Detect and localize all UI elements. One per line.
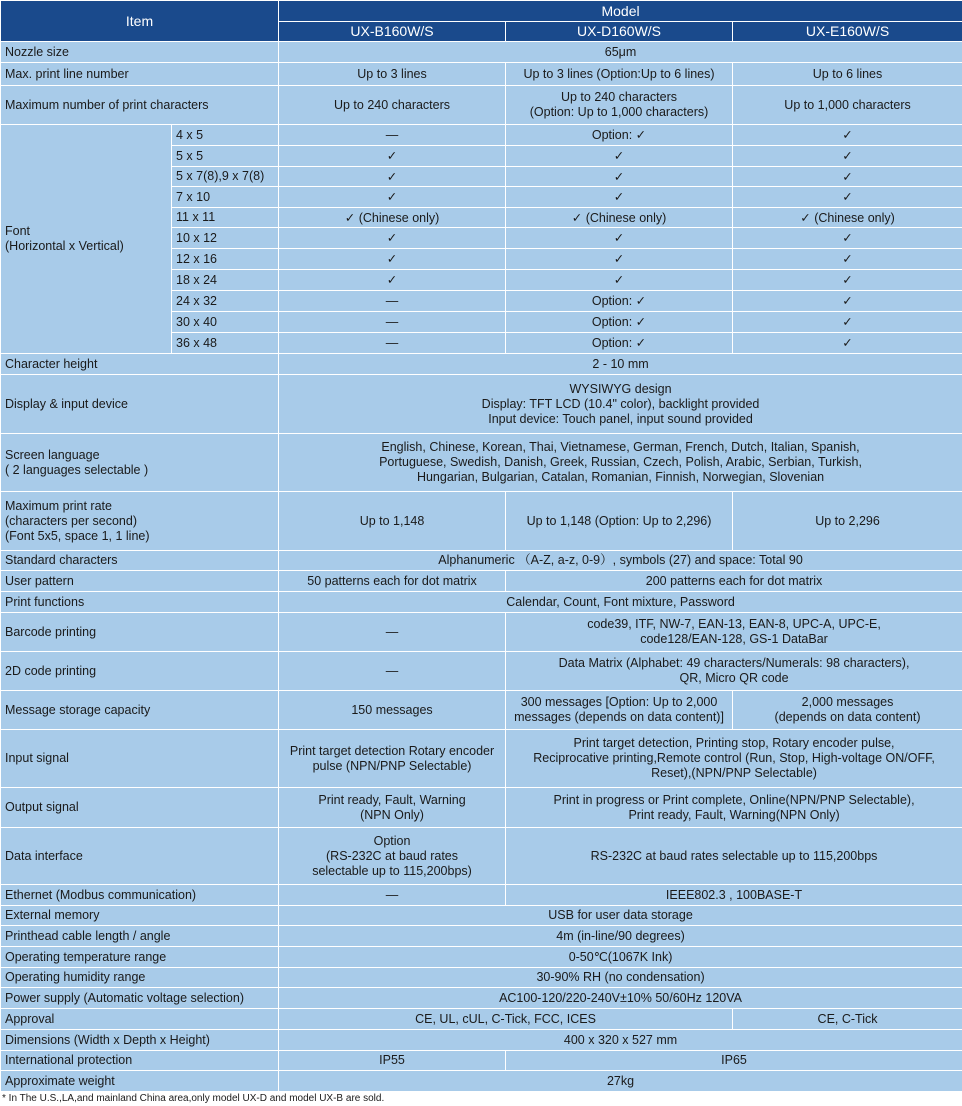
font-e <box>733 333 962 354</box>
value-storage-b: 150 messages <box>279 691 506 730</box>
value-input-de: Print target detection, Printing stop, Rotary encoder pulse, Reciprocative printing,Remote control (Run, Stop, High-voltage ON/OFF, Reset),(NPN/PNP Selectable) <box>506 730 962 788</box>
font-size: 4 x 5 <box>172 125 279 146</box>
model-b-header: UX-B160W/S <box>279 22 506 42</box>
value-cable: 4m (in-line/90 degrees) <box>279 926 962 947</box>
check-icon: ✓ <box>614 148 624 163</box>
row-nozzle <box>1 42 962 63</box>
check-icon: ✓ <box>345 210 355 225</box>
check-icon: ✓ <box>842 230 852 245</box>
font-e <box>733 312 962 333</box>
value-lines-b: Up to 3 lines <box>279 63 506 86</box>
value-maxchars-e: Up to 1,000 characters <box>733 86 962 125</box>
check-icon: ✓ <box>387 251 397 266</box>
check-icon: ✓ <box>636 127 646 142</box>
font-b: — <box>279 333 506 354</box>
row-power <box>1 988 962 1009</box>
row-maxchars <box>1 86 962 125</box>
row-stdchars <box>1 551 962 571</box>
label-display: Display & input device <box>1 375 279 434</box>
value-lines-e: Up to 6 lines <box>733 63 962 86</box>
font-d <box>506 228 733 249</box>
check-icon: ✓ <box>614 230 624 245</box>
label-barcode: Barcode printing <box>1 613 279 652</box>
value-stdchars: Alphanumeric （A-Z, a-z, 0-9）, symbols (27) and space: Total 90 <box>279 551 962 571</box>
value-rate-d: Up to 1,148 (Option: Up to 2,296) <box>506 492 733 551</box>
row-output <box>1 788 962 828</box>
value-code2d-de: Data Matrix (Alphabet: 49 characters/Numerals: 98 characters), QR, Micro QR code <box>506 652 962 691</box>
font-size: 11 x 11 <box>172 208 279 228</box>
font-d <box>506 167 733 187</box>
label-output: Output signal <box>1 788 279 828</box>
value-storage-e: 2,000 messages (depends on data content) <box>733 691 962 730</box>
check-icon: ✓ <box>572 210 582 225</box>
row-memory <box>1 906 962 926</box>
footnote: * In The U.S.,LA,and mainland China area,only model UX-D and model UX-B are sold. <box>0 1092 962 1106</box>
font-e <box>733 270 962 291</box>
font-b <box>279 146 506 167</box>
value-barcode-b: — <box>279 613 506 652</box>
font-size: 18 x 24 <box>172 270 279 291</box>
row-display <box>1 375 962 434</box>
label-stdchars: Standard characters <box>1 551 279 571</box>
value-code2d-b: — <box>279 652 506 691</box>
value-rate-b: Up to 1,148 <box>279 492 506 551</box>
font-b <box>279 249 506 270</box>
value-approval-e: CE, C-Tick <box>733 1009 962 1030</box>
value-protection-de: IP65 <box>506 1051 962 1071</box>
font-size: 5 x 5 <box>172 146 279 167</box>
value-output-b: Print ready, Fault, Warning (NPN Only) <box>279 788 506 828</box>
value-display: WYSIWYG design Display: TFT LCD (10.4" color), backlight provided Input device: Touch panel, input sound provided <box>279 375 962 434</box>
model-header: Model <box>279 1 962 22</box>
label-dimensions: Dimensions (Width x Depth x Height) <box>1 1030 279 1051</box>
font-d: Option: ✓ <box>506 291 733 312</box>
font-b: — <box>279 291 506 312</box>
model-d-header: UX-D160W/S <box>506 22 733 42</box>
label-cable: Printhead cable length / angle <box>1 926 279 947</box>
label-font: Font (Horizontal x Vertical) <box>1 125 172 354</box>
font-b: — <box>279 312 506 333</box>
check-icon: ✓ <box>842 314 852 329</box>
row-dimensions <box>1 1030 962 1051</box>
row-language <box>1 434 962 492</box>
label-protection: International protection <box>1 1051 279 1071</box>
label-humidity: Operating humidity range <box>1 968 279 988</box>
value-power: AC100-120/220-240V±10% 50/60Hz 120VA <box>279 988 962 1009</box>
label-printfunc: Print functions <box>1 592 279 613</box>
value-maxchars-b: Up to 240 characters <box>279 86 506 125</box>
row-barcode <box>1 613 962 652</box>
value-ethernet-b: — <box>279 885 506 906</box>
label-storage: Message storage capacity <box>1 691 279 730</box>
font-e <box>733 249 962 270</box>
font-size: 10 x 12 <box>172 228 279 249</box>
font-d <box>506 146 733 167</box>
label-charheight: Character height <box>1 354 279 375</box>
label-language: Screen language ( 2 languages selectable ) <box>1 434 279 492</box>
font-e <box>733 187 962 208</box>
check-icon: ✓ <box>387 148 397 163</box>
label-input: Input signal <box>1 730 279 788</box>
value-interface-b: Option (RS-232C at baud rates selectable up to 115,200bps) <box>279 828 506 885</box>
value-humidity: 30-90% RH (no condensation) <box>279 968 962 988</box>
font-size: 30 x 40 <box>172 312 279 333</box>
font-d <box>506 270 733 291</box>
font-e <box>733 228 962 249</box>
label-ethernet: Ethernet (Modbus communication) <box>1 885 279 906</box>
row-humidity <box>1 968 962 988</box>
label-maxchars: Maximum number of print characters <box>1 86 279 125</box>
check-icon: ✓ <box>387 189 397 204</box>
row-protection <box>1 1051 962 1071</box>
row-font-0 <box>1 125 962 146</box>
check-icon: ✓ <box>842 293 852 308</box>
row-temp <box>1 947 962 968</box>
row-printfunc <box>1 592 962 613</box>
font-e <box>733 167 962 187</box>
value-storage-d: 300 messages [Option: Up to 2,000 messages (depends on data content)] <box>506 691 733 730</box>
font-d <box>506 187 733 208</box>
check-icon: ✓ <box>842 189 852 204</box>
check-icon: ✓ <box>614 272 624 287</box>
label-code2d: 2D code printing <box>1 652 279 691</box>
value-dimensions: 400 x 320 x 527 mm <box>279 1030 962 1051</box>
label-interface: Data interface <box>1 828 279 885</box>
check-icon: ✓ <box>614 189 624 204</box>
font-d: Option: ✓ <box>506 125 733 146</box>
value-barcode-de: code39, ITF, NW-7, EAN-13, EAN-8, UPC-A, UPC-E, code128/EAN-128, GS-1 DataBar <box>506 613 962 652</box>
font-b: ✓ (Chinese only) <box>279 208 506 228</box>
value-userpattern-de: 200 patterns each for dot matrix <box>506 571 962 592</box>
font-size: 36 x 48 <box>172 333 279 354</box>
font-size: 5 x 7(8),9 x 7(8) <box>172 167 279 187</box>
font-d: ✓ (Chinese only) <box>506 208 733 228</box>
item-header: Item <box>1 1 279 42</box>
check-icon: ✓ <box>387 272 397 287</box>
value-output-de: Print in progress or Print complete, Online(NPN/PNP Selectable), Print ready, Fault, Warning(NPN Only) <box>506 788 962 828</box>
label-nozzle: Nozzle size <box>1 42 279 63</box>
value-ethernet-de: IEEE802.3 , 100BASE-T <box>506 885 962 906</box>
label-power: Power supply (Automatic voltage selection) <box>1 988 279 1009</box>
row-interface <box>1 828 962 885</box>
check-icon: ✓ <box>800 210 810 225</box>
label-weight: Approximate weight <box>1 1071 279 1092</box>
check-icon: ✓ <box>387 169 397 184</box>
row-weight <box>1 1071 962 1092</box>
value-lines-d: Up to 3 lines (Option:Up to 6 lines) <box>506 63 733 86</box>
check-icon: ✓ <box>636 314 646 329</box>
row-lines <box>1 63 962 86</box>
check-icon: ✓ <box>387 230 397 245</box>
font-b: — <box>279 125 506 146</box>
font-size: 7 x 10 <box>172 187 279 208</box>
row-cable <box>1 926 962 947</box>
value-protection-b: IP55 <box>279 1051 506 1071</box>
row-storage <box>1 691 962 730</box>
value-rate-e: Up to 2,296 <box>733 492 962 551</box>
row-approval <box>1 1009 962 1030</box>
font-d: Option: ✓ <box>506 312 733 333</box>
value-interface-de: RS-232C at baud rates selectable up to 115,200bps <box>506 828 962 885</box>
font-e <box>733 125 962 146</box>
font-b <box>279 167 506 187</box>
value-charheight: 2 - 10 mm <box>279 354 962 375</box>
label-approval: Approval <box>1 1009 279 1030</box>
check-icon: ✓ <box>842 169 852 184</box>
font-b <box>279 228 506 249</box>
row-code2d <box>1 652 962 691</box>
check-icon: ✓ <box>842 272 852 287</box>
row-rate <box>1 492 962 551</box>
label-temp: Operating temperature range <box>1 947 279 968</box>
value-language: English, Chinese, Korean, Thai, Vietnamese, German, French, Dutch, Italian, Spanish, Portuguese, Swedish, Danish, Greek, Russian, Czech, Polish, Arabic, Serbian, Turkish, Hungarian, Bulgarian, Catalan, Romanian, Finnish, Norwegian, Slovenian <box>279 434 962 492</box>
value-approval-bd: CE, UL, cUL, C-Tick, FCC, ICES <box>279 1009 733 1030</box>
font-e <box>733 291 962 312</box>
font-e: ✓ (Chinese only) <box>733 208 962 228</box>
check-icon: ✓ <box>636 293 646 308</box>
label-rate: Maximum print rate (characters per second) (Font 5x5, space 1, 1 line) <box>1 492 279 551</box>
row-input <box>1 730 962 788</box>
check-icon: ✓ <box>842 335 852 350</box>
value-nozzle: 65μm <box>279 42 962 63</box>
label-memory: External memory <box>1 906 279 926</box>
value-memory: USB for user data storage <box>279 906 962 926</box>
font-size: 24 x 32 <box>172 291 279 312</box>
check-icon: ✓ <box>636 335 646 350</box>
value-maxchars-d: Up to 240 characters (Option: Up to 1,000 characters) <box>506 86 733 125</box>
font-e <box>733 146 962 167</box>
label-lines: Max. print line number <box>1 63 279 86</box>
font-b <box>279 270 506 291</box>
check-icon: ✓ <box>614 251 624 266</box>
label-userpattern: User pattern <box>1 571 279 592</box>
model-e-header: UX-E160W/S <box>733 22 962 42</box>
value-temp: 0-50℃(1067K Ink) <box>279 947 962 968</box>
font-d <box>506 249 733 270</box>
value-userpattern-b: 50 patterns each for dot matrix <box>279 571 506 592</box>
value-printfunc: Calendar, Count, Font mixture, Password <box>279 592 962 613</box>
font-d: Option: ✓ <box>506 333 733 354</box>
row-charheight <box>1 354 962 375</box>
font-size: 12 x 16 <box>172 249 279 270</box>
check-icon: ✓ <box>842 127 852 142</box>
value-input-b: Print target detection Rotary encoder pulse (NPN/PNP Selectable) <box>279 730 506 788</box>
check-icon: ✓ <box>842 148 852 163</box>
row-ethernet <box>1 885 962 906</box>
check-icon: ✓ <box>842 251 852 266</box>
font-b <box>279 187 506 208</box>
row-userpattern <box>1 571 962 592</box>
value-weight: 27kg <box>279 1071 962 1092</box>
header-row <box>1 1 962 22</box>
check-icon: ✓ <box>614 169 624 184</box>
